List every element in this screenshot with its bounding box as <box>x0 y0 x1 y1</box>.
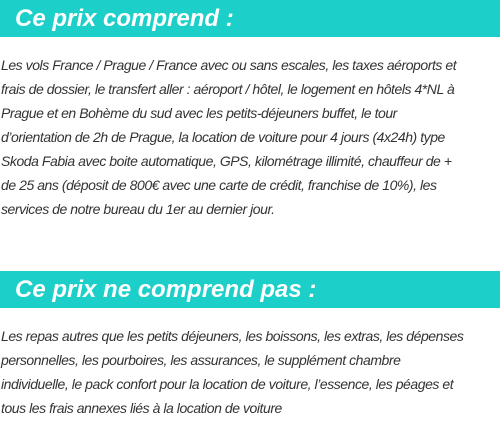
included-line: de 25 ans (déposit de 800€ avec une carte de crédit, franchise de 10%), les <box>1 177 437 193</box>
excluded-line: personnelles, les pourboires, les assurances, le supplément chambre <box>1 352 401 368</box>
excluded-section-heading <box>0 271 500 308</box>
excluded-title: Ce prix ne comprend pas : <box>15 276 317 303</box>
included-line: Skoda Fabia avec boite automatique, GPS, kilométrage illimité, chauffeur de + <box>1 153 452 169</box>
included-section-heading <box>0 0 500 37</box>
included-line: d’orientation de 2h de Prague, la location de voiture pour 4 jours (4x24h) type <box>1 129 445 145</box>
included-title: Ce prix comprend : <box>15 5 234 32</box>
excluded-description <box>1 324 500 420</box>
included-description <box>1 53 500 221</box>
excluded-line: Les repas autres que les petits déjeuners, les boissons, les extras, les dépenses <box>1 328 464 344</box>
included-line: frais de dossier, le transfert aller : aéroport / hôtel, le logement en hôtels 4*NL à <box>1 81 455 97</box>
excluded-line: individuelle, le pack confort pour la location de voiture, l’essence, les péages et <box>1 376 454 392</box>
included-line: services de notre bureau du 1er au dernier jour. <box>1 201 275 217</box>
excluded-line: tous les frais annexes liés à la location de voiture <box>1 400 282 416</box>
included-line: Les vols France / Prague / France avec ou sans escales, les taxes aéroports et <box>1 57 457 73</box>
included-line: Prague et en Bohème du sud avec les petits-déjeuners buffet, le tour <box>1 105 397 121</box>
